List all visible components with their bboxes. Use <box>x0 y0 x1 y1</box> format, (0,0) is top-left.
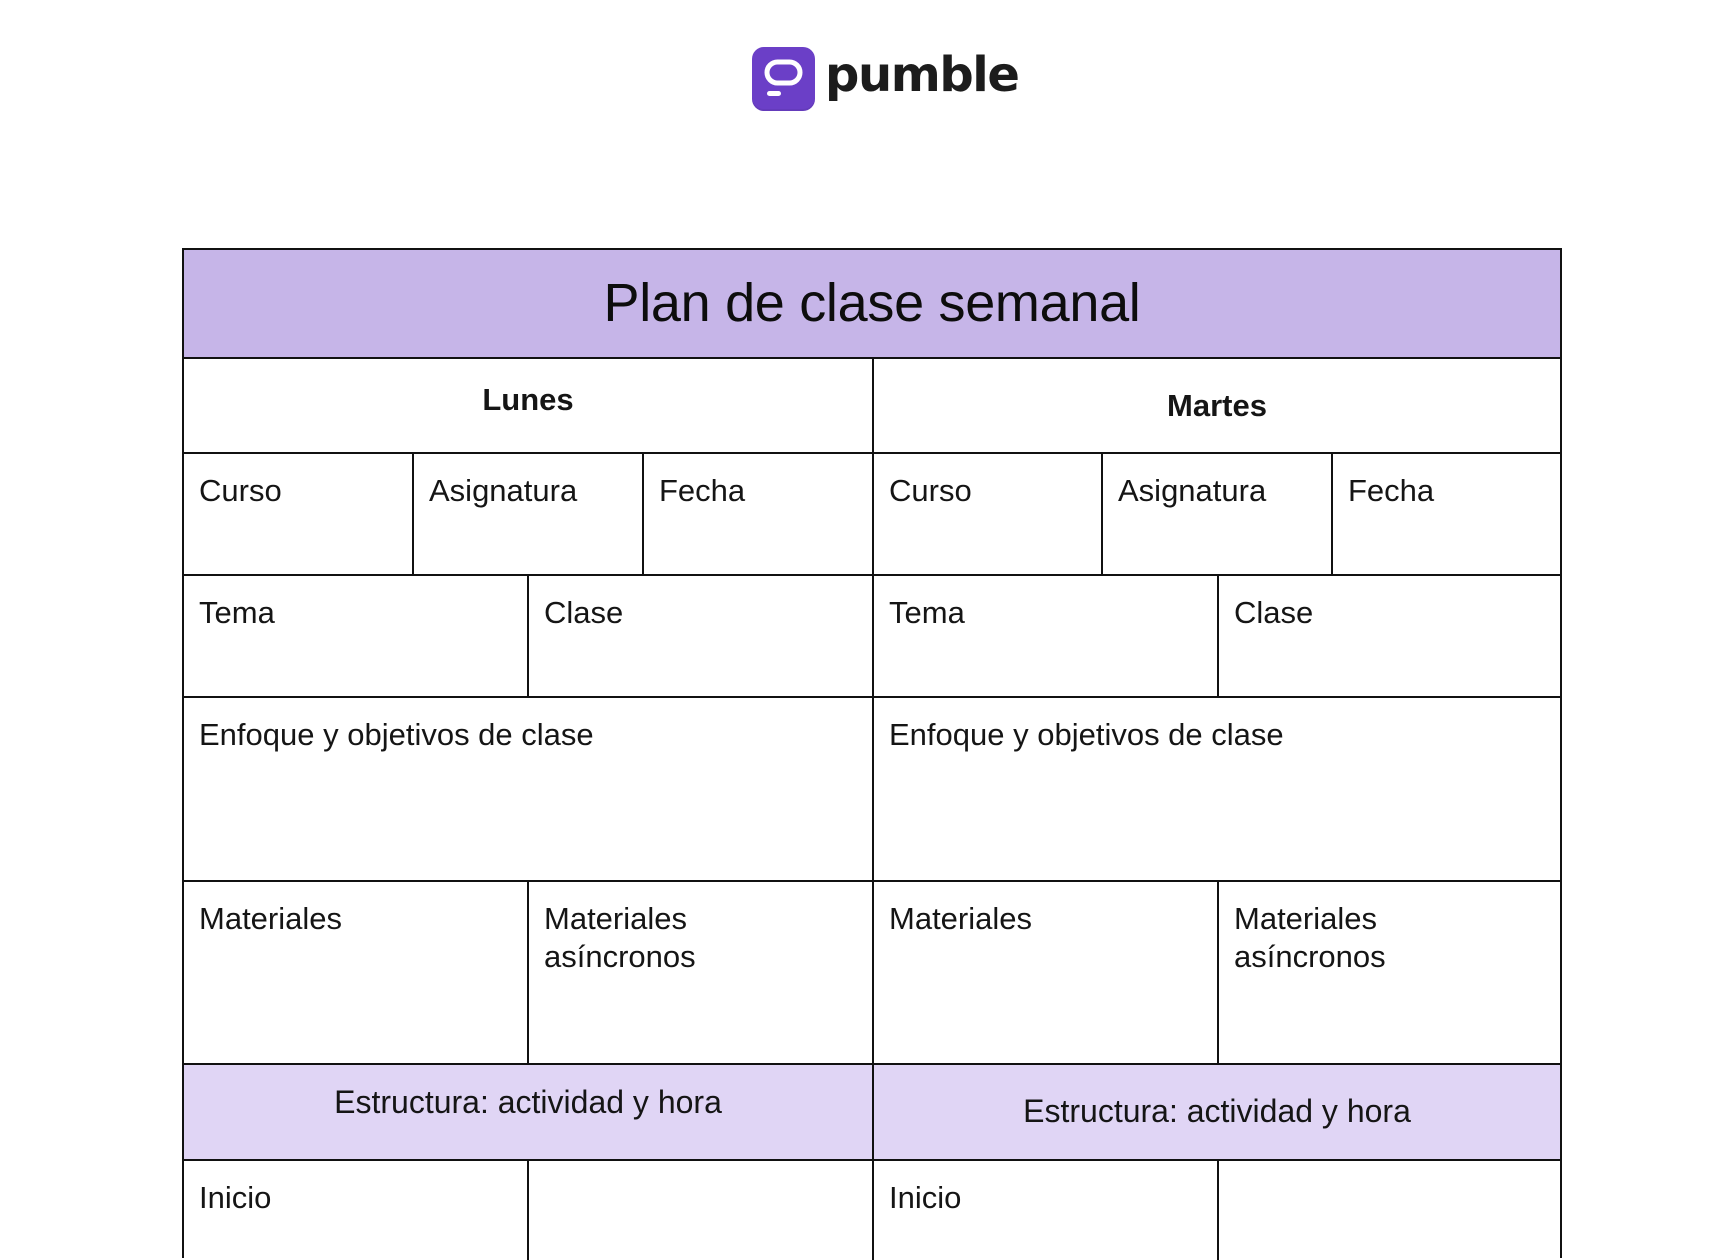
lunes-enfoque-cell: Enfoque y objetivos de clase <box>184 698 874 882</box>
day-header-lunes: Lunes <box>184 359 874 454</box>
lunes-estructura-header: Estructura: actividad y hora <box>184 1065 874 1161</box>
martes-curso-cell: Curso <box>874 454 1103 576</box>
lunes-inicio-time-cell <box>529 1161 874 1260</box>
lunes-clase-cell: Clase <box>529 576 874 698</box>
martes-materiales-cell: Materiales <box>874 882 1219 1065</box>
pumble-logo <box>752 45 1019 113</box>
table-title: Plan de clase semanal <box>184 250 1560 359</box>
martes-inicio-cell: Inicio <box>874 1161 1219 1260</box>
martes-enfoque-cell: Enfoque y objetivos de clase <box>874 698 1560 882</box>
martes-inicio-time-cell <box>1219 1161 1560 1260</box>
lunes-curso-cell: Curso <box>184 454 414 576</box>
pumble-chat-icon <box>752 47 815 111</box>
lunes-materiales-cell: Materiales <box>184 882 529 1065</box>
lunes-fecha-cell: Fecha <box>644 454 874 576</box>
martes-asignatura-cell: Asignatura <box>1103 454 1333 576</box>
lunes-asignatura-cell: Asignatura <box>414 454 644 576</box>
lunes-materiales-asincronos-cell: Materiales asíncronos <box>529 882 874 1065</box>
martes-estructura-header: Estructura: actividad y hora <box>874 1065 1560 1161</box>
logo-wordmark: pumble <box>825 47 1019 103</box>
martes-clase-cell: Clase <box>1219 576 1560 698</box>
lunes-tema-cell: Tema <box>184 576 529 698</box>
lesson-plan-table <box>182 248 1562 1258</box>
martes-materiales-asincronos-cell: Materiales asíncronos <box>1219 882 1560 1065</box>
day-header-martes: Martes <box>874 359 1560 454</box>
martes-tema-cell: Tema <box>874 576 1219 698</box>
martes-fecha-cell: Fecha <box>1333 454 1560 576</box>
lunes-inicio-cell: Inicio <box>184 1161 529 1260</box>
